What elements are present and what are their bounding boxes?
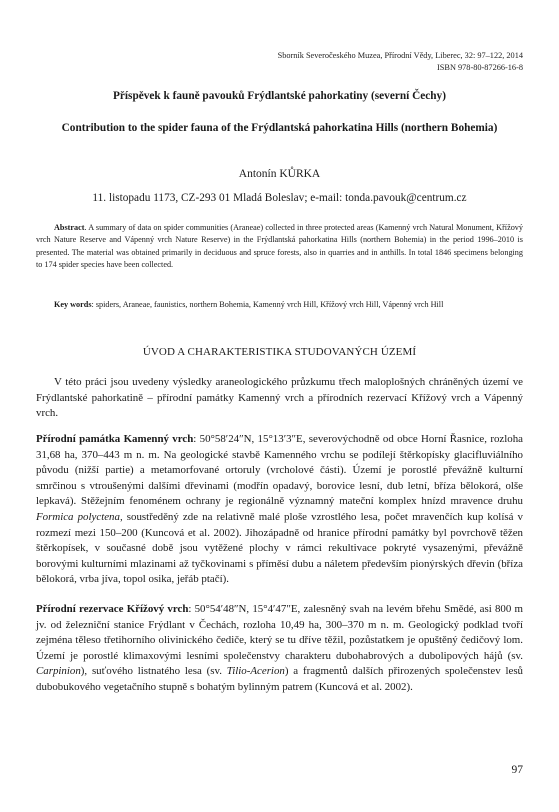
page-number: 97 — [511, 764, 523, 776]
keywords-label: Key words — [54, 300, 92, 309]
abstract-label: Abstract — [54, 223, 85, 232]
title-english: Contribution to the spider fauna of the Frýdlantská pahorkatina Hills (northern Bohemia) — [61, 122, 498, 134]
intro-paragraph: V této práci jsou uvedeny výsledky araneologického průzkumu třech maloplošných chráněných území ve Frýdlantské pahorkatině – přírodní památky Kamenný vrch a přírodních rezervací Křížový vrch a Vápenný vrch. — [36, 376, 523, 420]
keywords — [36, 299, 523, 311]
author-name: Antonín KŮRKA — [238, 168, 321, 180]
site-krizovy-vrch-name: Přírodní rezervace Křížový vrch — [36, 603, 189, 615]
site-kamenny-vrch-text-b: soustředěný zde na relativně malé ploše vzrostlého lesa, počet mravenčích kup kolísá v rozmezí mezi 150–200 (Kuncová et al. 2002). Jihozápadně od hranice přírodní památky byl povrchově těžen štěrkopísek, v současné době jsou vytěžené plochy v rámci rekultivace pokryté vysazenými, převážně borovými kulturními mlazinami až tyčkovinami s příměsí dubu a náletem především pionýrských dřevin (bříza bělokorá, vrba jíva, topol osika, jeřáb ptačí). — [36, 510, 523, 586]
alliance-tilio-acerion: Tilio-Acerion — [226, 665, 285, 678]
author-address: 11. listopadu 1173, CZ-293 01 Mladá Boleslav; e-mail: tonda.pavouk@centrum.cz — [92, 192, 467, 204]
abstract-text: . A summary of data on spider communities (Araneae) collected in three protected areas (Kamenný vrch Natural Monument, Křížový vrch Nature Reserve and Vápenný vrch Nature Reserve) in the Frýdlantská pahorkatina Hills (northern Bohemia) in the period 1996–2010 is presented. The material was obtained primarily in deciduous and spruce forests, also in quarries and in anthills. In total 1846 specimens belonging to 174 spider species have been collected. — [36, 223, 523, 270]
site-krizovy-vrch-text-b: ), suťového listnatého lesa (sv. — [80, 665, 227, 678]
abstract — [36, 222, 523, 272]
isbn: ISBN 978-80-87266-16-8 — [437, 63, 523, 72]
site-krizovy-vrch-text-a: : 50°54′48″N, 15°4′47″E, zalesněný svah na levém břehu Smědé, asi 800 m jv. od železniční stanice Frýdlant v Čechách, rozloha 10,49 ha, 300–370 m n. m. Geologický podklad tvoří zejména těleso třetihorního olivinického čediče, který se tu dříve těžil, pozůstatkem je opuštěný čedičový lom. Území je porostlé klimaxovými lesními společenstvy charakteru dubohabrových a dubolipových hájů (sv. — [36, 603, 523, 662]
site-kamenny-vrch-paragraph — [36, 432, 523, 588]
section-heading: ÚVOD A CHARAKTERISTIKA STUDOVANÝCH ÚZEMÍ — [142, 346, 417, 358]
species-name: Formica polyctena, — [36, 510, 123, 523]
site-krizovy-vrch-text-c: ) a fragmentů dalších přirozených společenstev lesů dubobukového vegetačního stupně s bohatým bylinným patrem (Kuncová et al. 2002). — [36, 665, 524, 693]
title-czech: Příspěvek k fauně pavouků Frýdlantské pahorkatiny (severní Čechy) — [113, 90, 446, 102]
site-kamenny-vrch-text-a: : 50°58′24″N, 15°13′3″E, severovýchodně od obce Horní Řasnice, rozloha 31,68 ha, 370–443 m n. m. Na geologické stavbě Kamenného vrchu se podílejí štěrkopísky glacifluviálního původu (nižší partie) a metamorfované ortoruly (vrcholové části). Území je porostlé převážně kulturní smrčinou s vtroušenými dalšími dřevinami (modřín opadavý, borovice lesní, dub letní, bříza bělokorá, olše lepkavá). Stěžejním fenoménem ochrany je regionálně významný mateční komplex hnízd mravence druhu — [36, 433, 523, 508]
site-krizovy-vrch-paragraph — [36, 602, 523, 696]
alliance-carpinion: Carpinion — [36, 665, 81, 678]
journal-citation: Sborník Severočeského Muzea, Přírodní Vědy, Liberec, 32: 97–122, 2014 — [277, 51, 523, 60]
keywords-text: : spiders, Araneae, faunistics, northern Bohemia, Kamenný vrch Hill, Křížový vrch Hill, Vápenný vrch Hill — [91, 300, 444, 309]
site-kamenny-vrch-name: Přírodní památka Kamenný vrch — [36, 433, 194, 445]
journal-header — [278, 50, 523, 74]
